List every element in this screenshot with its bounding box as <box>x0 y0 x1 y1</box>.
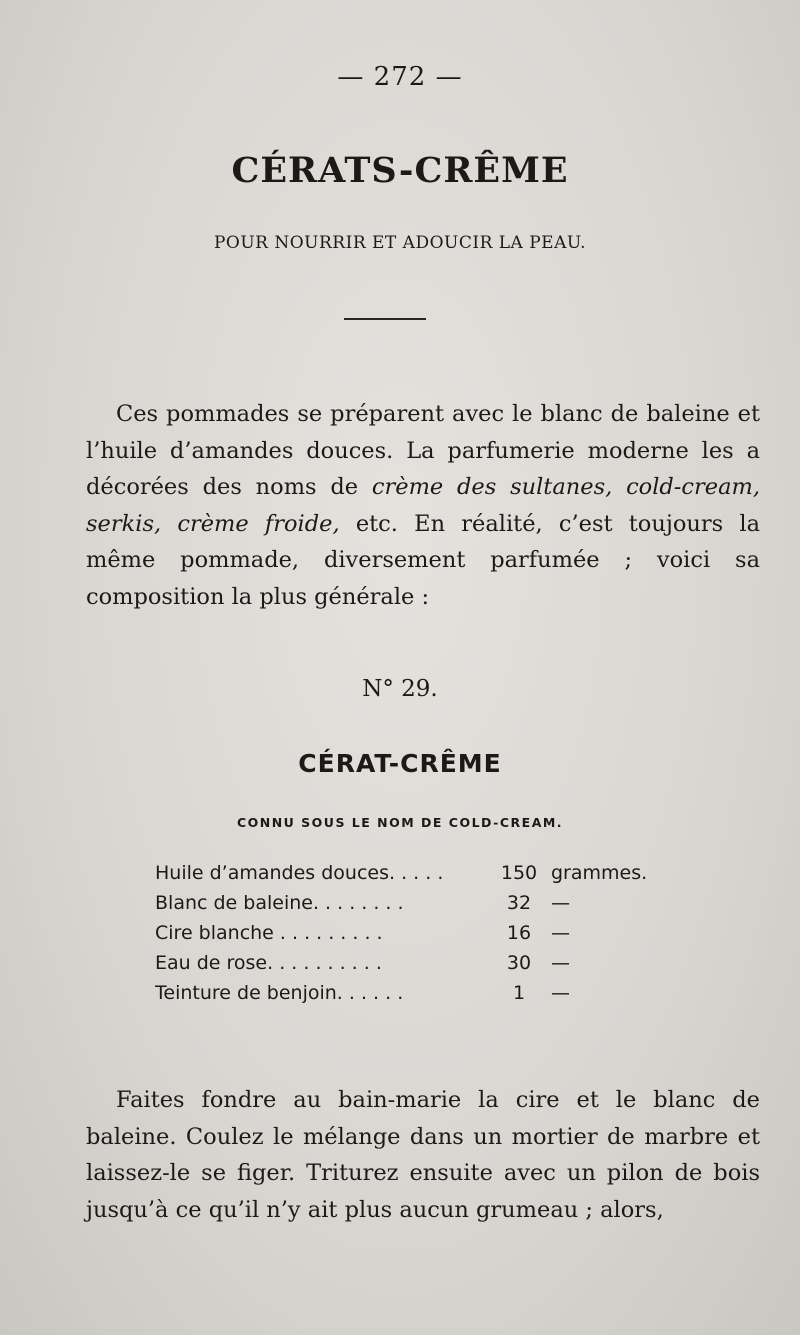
chapter-title: CÉRATS-CRÊME <box>231 150 569 191</box>
ingredient-quantity: 30 <box>506 952 532 974</box>
recipe-number: N° 29. <box>362 676 438 702</box>
ingredient-row <box>155 918 675 948</box>
ingredient-row <box>155 858 675 888</box>
intro-text-2: etc. En réalité, c’est toujours la même pommade, diversement parfumée ; voici sa composition la plus générale : <box>86 510 760 610</box>
ingredient-unit: grammes. <box>551 862 648 884</box>
ingredient-quantity: 1 <box>512 982 526 1004</box>
divider-rule <box>344 318 426 320</box>
chapter-subtitle: POUR NOURRIR ET ADOUCIR LA PEAU. <box>213 233 587 253</box>
ingredient-name: Eau de rose. . . . . . . . . . <box>155 952 382 974</box>
intro-italic-names: crème des sultanes, cold-cream, serkis, crème froide, <box>86 474 760 537</box>
ingredient-quantity: 150 <box>500 862 538 884</box>
ingredient-quantity: 32 <box>506 892 532 914</box>
instructions-text: Faites fondre au bain-marie la cire et le blanc de baleine. Coulez le mélange dans un mortier de marbre et laissez-le se figer. Triturez ensuite avec un pilon de bois jusqu’à ce qu’il n’y ait plus aucun grumeau ; alors, <box>86 1087 760 1223</box>
ingredient-list <box>155 858 675 1008</box>
ingredient-name: Blanc de baleine. . . . . . . . <box>155 892 404 914</box>
ingredient-quantity: 16 <box>506 922 532 944</box>
ingredient-name: Huile d’amandes douces. . . . . <box>155 862 444 884</box>
ingredient-row <box>155 978 675 1008</box>
ingredient-unit: — <box>551 982 570 1004</box>
page-number: — 272 — <box>337 62 463 92</box>
ingredient-name: Cire blanche . . . . . . . . . <box>155 922 383 944</box>
intro-paragraph <box>86 396 760 615</box>
ingredient-row <box>155 948 675 978</box>
instructions-paragraph <box>86 1082 760 1228</box>
ingredient-name: Teinture de benjoin. . . . . . <box>155 982 404 1004</box>
ingredient-unit: — <box>551 922 570 944</box>
recipe-title: CÉRAT-CRÊME <box>298 749 502 778</box>
ingredient-unit: — <box>551 892 570 914</box>
intro-text-1: Ces pommades se préparent avec le blanc de baleine et l’huile d’amandes douces. La parfumerie moderne les a décorées des noms de <box>86 401 760 500</box>
recipe-subtitle: CONNU SOUS LE NOM DE COLD-CREAM. <box>236 815 564 830</box>
ingredient-row <box>155 888 675 918</box>
ingredient-unit: — <box>551 952 570 974</box>
